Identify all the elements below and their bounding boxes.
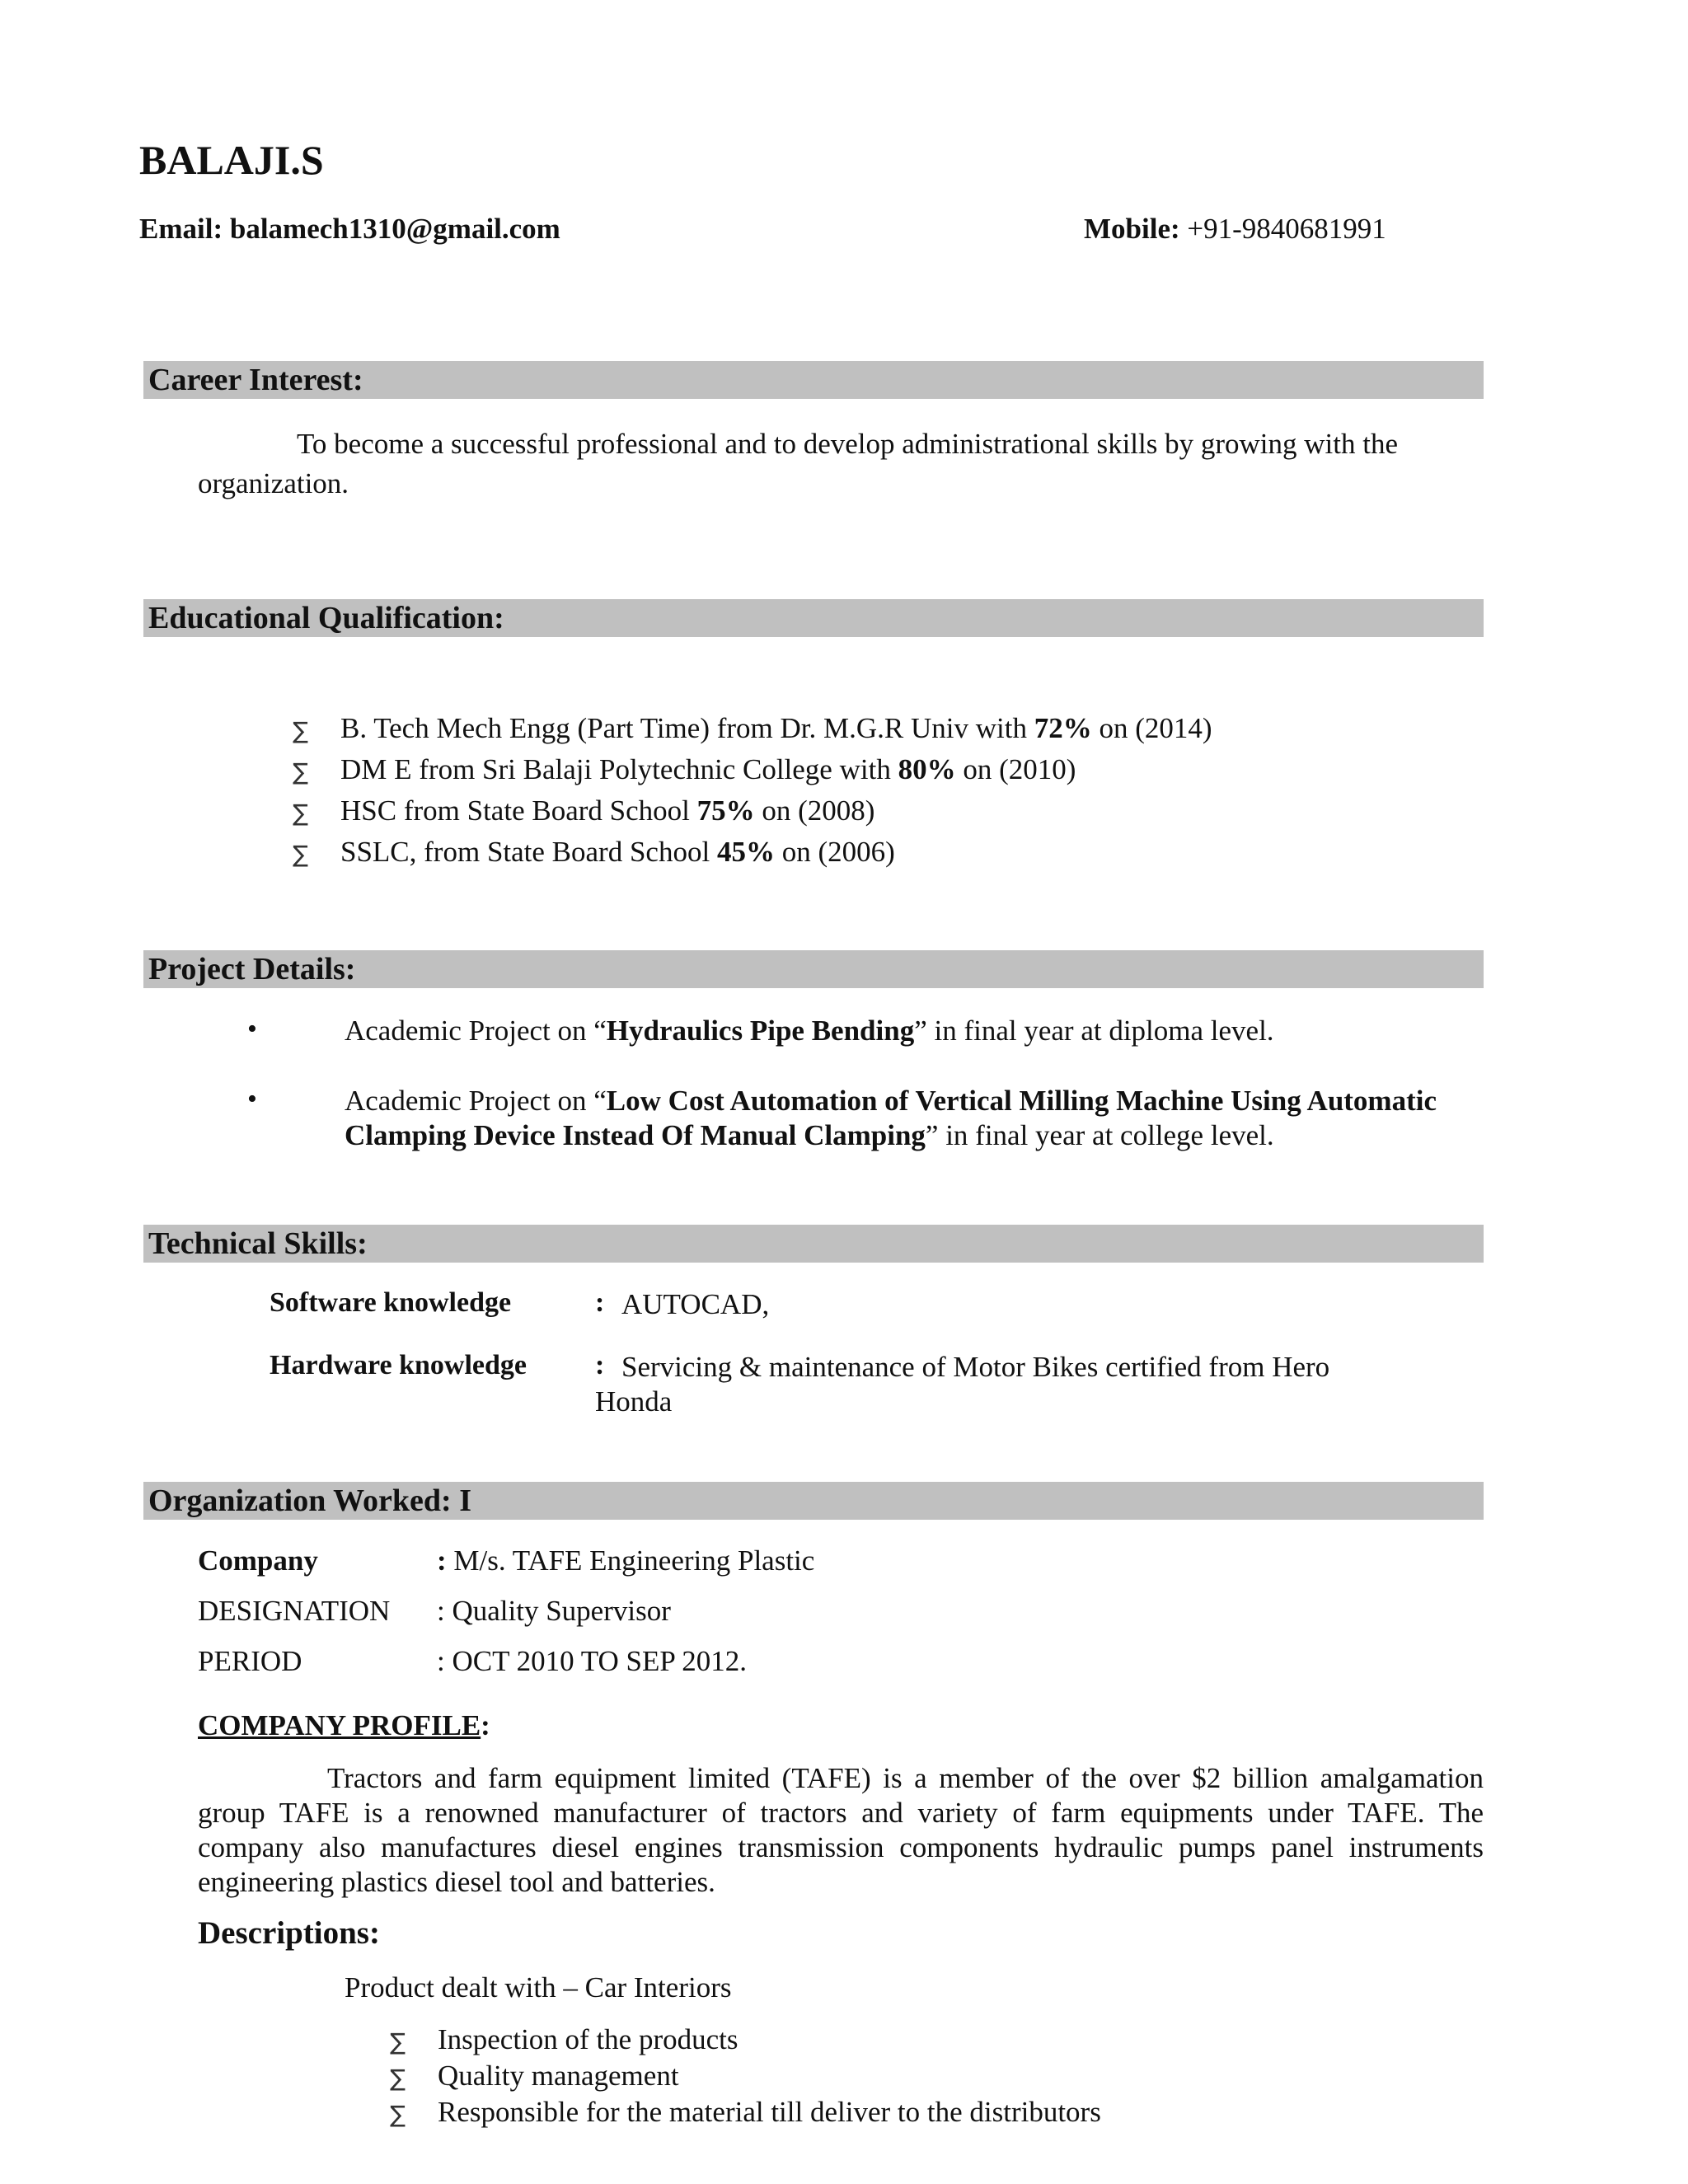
mobile-label: Mobile: [1084, 213, 1180, 245]
skill-value: Servicing & maintenance of Motor Bikes certified from Hero Honda [595, 1351, 1330, 1418]
career-interest-text [198, 424, 1484, 504]
career-text-second: organization. [198, 467, 349, 499]
duty-text: Inspection of the products [438, 2023, 738, 2055]
project-prefix: Academic Project on “ [345, 1085, 607, 1117]
education-year: on (2006) [774, 836, 895, 868]
company-label: Company [198, 1544, 318, 1577]
project-details-heading: Project Details: [143, 950, 1484, 988]
sigma-bullet-icon: ∑ [390, 2028, 406, 2055]
education-score: 72% [1034, 712, 1092, 744]
education-year: on (2008) [754, 794, 875, 827]
project-title: Hydraulics Pipe Bending [606, 1015, 915, 1047]
project-prefix: Academic Project on “ [345, 1015, 607, 1047]
company-profile-body: Tractors and farm equipment limited (TAFE) is a member of the over $2 billion amalgamation group TAFE is a renowned manufacturer of tractors and variety of farm equipments under TAFE. The company also manufactures diesel engines transmission components hydraulic pumps panel instruments engineering plastics diesel tool and batteries. [198, 1762, 1484, 1898]
project-title: Low Cost Automation of Vertical Milling Machine Using Automatic Clamping Device Instead Of Manual Clamping [345, 1085, 1437, 1151]
skill-label: Hardware knowledge [270, 1350, 527, 1380]
skill-value: AUTOCAD, [621, 1288, 770, 1320]
education-text: DM E from Sri Balaji Polytechnic College with [340, 753, 898, 785]
project-item [345, 1014, 1498, 1048]
project-item [345, 1084, 1498, 1153]
company-colon: : [437, 1544, 447, 1577]
education-score: 80% [898, 753, 956, 785]
skill-colon: : [595, 1350, 605, 1380]
sigma-bullet-icon: ∑ [390, 2101, 406, 2128]
candidate-name: BALAJI.S [139, 137, 324, 183]
sigma-bullet-icon: ∑ [293, 799, 308, 827]
skill-label: Software knowledge [270, 1287, 512, 1318]
duty-text: Responsible for the material till deliver to the distributors [438, 2096, 1101, 2128]
sigma-bullet-icon: ∑ [293, 841, 308, 868]
education-year: on (2010) [955, 753, 1076, 785]
career-text-first: To become a successful professional and to develop administrational skills by growing with the [297, 428, 1399, 460]
period-label: PERIOD [198, 1645, 302, 1677]
descriptions-heading: Descriptions: [198, 1915, 380, 1951]
education-text: HSC from State Board School [340, 794, 697, 827]
technical-skills-heading: Technical Skills: [143, 1225, 1484, 1263]
education-score: 75% [696, 794, 755, 827]
company-profile-colon: : [481, 1709, 490, 1741]
mobile [1084, 213, 1386, 246]
duty-text: Quality management [438, 2060, 679, 2092]
organization-heading: Organization Worked: I [143, 1482, 1484, 1520]
sigma-bullet-icon: ∑ [293, 758, 308, 785]
mobile-value: +91-9840681991 [1187, 213, 1386, 245]
bullet-icon: • [247, 1014, 257, 1044]
project-suffix: ” in final year at diploma level. [914, 1015, 1274, 1047]
company-profile-heading [198, 1709, 490, 1742]
company-profile-title: COMPANY PROFILE [198, 1709, 481, 1741]
company-profile-text [198, 1761, 1484, 1900]
project-suffix: ” in final year at college level. [925, 1119, 1274, 1151]
education-text: B. Tech Mech Engg (Part Time) from Dr. M.G.R Univ with [340, 712, 1034, 744]
education-year: on (2014) [1091, 712, 1212, 744]
company-value [437, 1544, 814, 1577]
bullet-icon: • [247, 1084, 257, 1114]
education-text: SSLC, from State Board School [340, 836, 717, 868]
skill-colon: : [595, 1287, 605, 1318]
designation-label: DESIGNATION [198, 1595, 391, 1627]
email: Email: balamech1310@gmail.com [139, 213, 560, 245]
product-line: Product dealt with – Car Interiors [345, 1971, 732, 2004]
designation-value: : Quality Supervisor [437, 1595, 671, 1627]
sigma-bullet-icon: ∑ [293, 717, 308, 744]
period-value: : OCT 2010 TO SEP 2012. [437, 1645, 747, 1677]
education-heading: Educational Qualification: [143, 599, 1484, 637]
company-name: M/s. TAFE Engineering Plastic [453, 1544, 815, 1577]
education-score: 45% [716, 836, 775, 868]
sigma-bullet-icon: ∑ [390, 2064, 406, 2092]
career-interest-heading: Career Interest: [143, 361, 1484, 399]
